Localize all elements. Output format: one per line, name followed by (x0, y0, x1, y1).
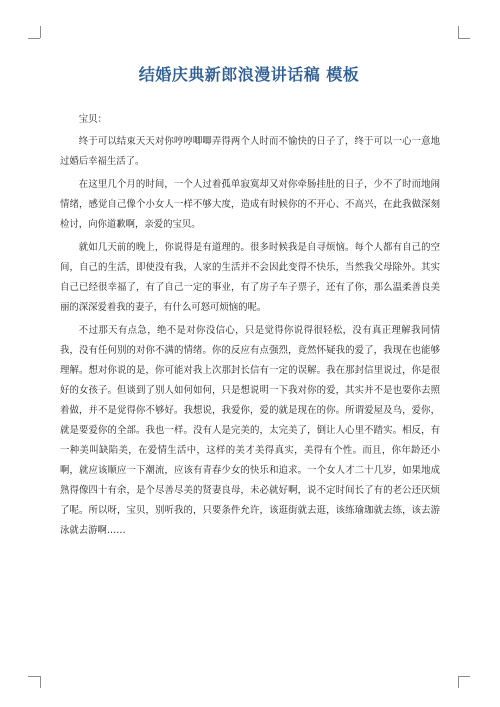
crop-mark-top-right (458, 26, 459, 38)
crop-mark-bottom-right (458, 676, 470, 677)
paragraph-3: 就如几天前的晚上，你说得是有道理的。很多时候我是自寻烦恼。每个人都有自己的空间，自己的生活，即使没有我，人家的生活并不会因此变得不快乐，当然我父母除外。其实自己已经很幸福了，有了自己一定的事业，有了房子车子票子，还有了你，那么温柔善良美丽的深深爱着我的妻子，有什么可怒可烦恼的呢。 (60, 242, 440, 313)
crop-mark-bottom-right (458, 676, 459, 688)
crop-mark-top-left (28, 38, 40, 39)
crop-mark-bottom-left (28, 676, 40, 677)
crop-mark-bottom-left (40, 676, 41, 688)
crop-mark-top-left (40, 26, 41, 38)
document-title: 结婚庆典新郎浪漫讲话稿 模板 (138, 65, 360, 84)
greeting: 宝贝： (78, 114, 107, 125)
paragraph-1: 终于可以结束天天对你哼哼唧唧弄得两个人时而不愉快的日子了，终于可以一心一意地过婚后幸福生活了。 (60, 136, 440, 167)
crop-mark-top-right (458, 38, 470, 39)
paragraph-2: 在这里几个月的时间，一个人过着孤单寂寞却又对你牵肠挂肚的日子，少不了时而地闹情绪，感觉自己像个小女人一样不够大度，造成有时候你的不开心、不高兴，在此我做深刻检讨，向你道歉啊，亲爱的宝贝。 (60, 179, 440, 230)
paragraph-4: 不过那天有点急，绝不是对你没信心，只是觉得你说得很轻松，没有真正理解我同情我，没有任何别的对你不满的情绪。你的反应有点强烈，竟然怀疑我的爱了，我现在也能够理解。想对你说的是，你可能对我上次那封长信有一定的误解。我在那封信里说过，你是很好的女孩子。但谈到了别人如何如何，只是想说明一下我对你的爱，其实并不是也要你去照着做，并不是觉得你不够好。我想说，我爱你，爱的就是现在的你。所谓爱屋及乌，爱你，就是要爱你的全部。我也一样。没有人是完美的，太完美了，倒让人心里不踏实。相反，有一种美叫缺陷美，在爱情生活中，这样的美才美得真实，美得有个性。而且，你年龄还小啊，就应该顺应一下潮流，应该有青春少女的快乐和追求。一个女人才二十几岁，如果地成熟得像四十有余，是个尽善尽美的贤妻良母，未必就好啊，说不定时间长了有的老公还厌烦了呢。所以呀，宝贝，别听我的，只要条件允许，该逛街就去逛，该练瑜珈就去练，该去游泳就去游啊…… (60, 325, 440, 536)
document-body (60, 110, 440, 544)
